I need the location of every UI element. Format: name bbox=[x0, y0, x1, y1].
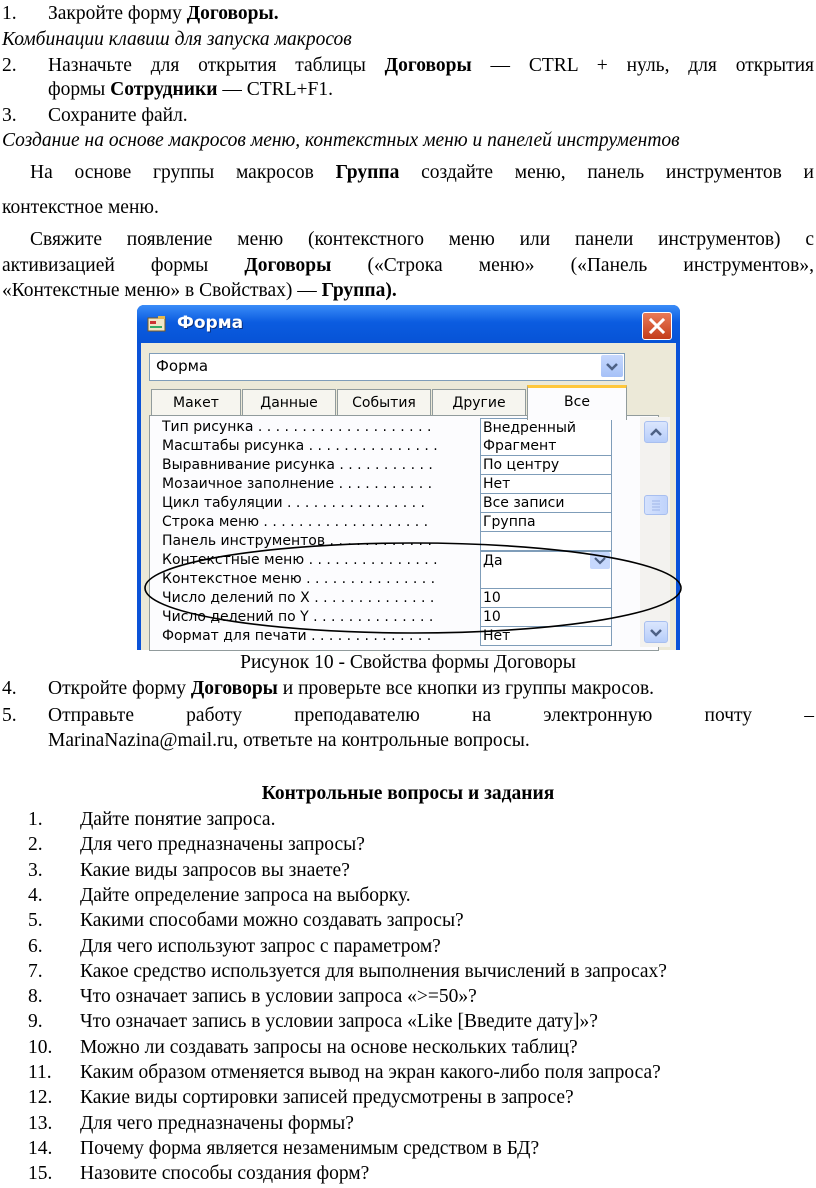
property-name: Строка меню . . . . . . . . . . . . . . . . . . . bbox=[162, 514, 429, 530]
property-name: Число делений по Y . . . . . . . . . . . . . . bbox=[162, 609, 434, 625]
question-number: 1. bbox=[28, 809, 43, 830]
step-1-text: Закройте форму Договоры. bbox=[48, 3, 279, 24]
property-name: Панель инструментов . . . . . . . . . . . . bbox=[162, 533, 432, 549]
property-name: Контекстные меню . . . . . . . . . . . . . . . bbox=[162, 552, 438, 568]
property-value[interactable]: Нет bbox=[480, 475, 612, 494]
question-number: 4. bbox=[28, 885, 43, 906]
question-number: 9. bbox=[28, 1011, 43, 1032]
questions-heading: Контрольные вопросы и задания bbox=[261, 783, 555, 804]
tab-all[interactable]: Все bbox=[527, 385, 627, 420]
combo-value: Форма bbox=[156, 357, 209, 375]
italic-heading-shortcuts: Комбинации клавиш для запуска макросов bbox=[2, 29, 352, 50]
grip-icon bbox=[645, 496, 667, 514]
highlight-ellipse bbox=[143, 541, 683, 636]
question-number: 5. bbox=[28, 910, 43, 931]
para1-line1: На основе группы макросов Группа создайте меню, панель инструментов и bbox=[30, 162, 814, 183]
step-2-line1: Назначьте для открытия таблицы Договоры — CTRL + нуль, для открытия bbox=[48, 55, 814, 76]
property-name: Тип рисунка . . . . . . . . . . . . . . . . . . . . bbox=[162, 419, 432, 435]
question-number: 6. bbox=[28, 936, 43, 957]
combo-dropdown-button[interactable] bbox=[601, 355, 623, 377]
chevron-down-icon bbox=[601, 355, 623, 377]
step-3-number: 3. bbox=[2, 105, 17, 126]
property-name: Формат для печати . . . . . . . . . . . . . . bbox=[162, 628, 432, 644]
step-2-number: 2. bbox=[2, 55, 17, 76]
property-row[interactable] bbox=[150, 418, 650, 437]
property-row[interactable] bbox=[150, 513, 650, 532]
chevron-up-icon bbox=[645, 422, 667, 442]
property-row[interactable] bbox=[150, 494, 650, 513]
property-row[interactable] bbox=[150, 475, 650, 494]
property-name: Цикл табуляции . . . . . . . . . . . . . . . . bbox=[162, 495, 425, 511]
step-2-line2: формы Сотрудники — CTRL+F1. bbox=[48, 79, 334, 100]
property-value: Да bbox=[483, 553, 503, 569]
question-number: 7. bbox=[28, 961, 43, 982]
figure-caption: Рисунок 10 - Свойства формы Договоры bbox=[240, 652, 576, 673]
tab-events[interactable]: События bbox=[337, 389, 431, 416]
para2-line2: активизацией формы Договоры («Строка меню» («Панель инструментов», bbox=[2, 255, 814, 276]
question-number: 11. bbox=[28, 1062, 52, 1083]
scroll-up-button[interactable] bbox=[644, 421, 668, 443]
property-row[interactable] bbox=[150, 456, 650, 475]
close-icon bbox=[643, 313, 671, 339]
question-number: 15. bbox=[28, 1163, 53, 1184]
property-name: Число делений по X . . . . . . . . . . . . . . bbox=[162, 590, 435, 606]
step-4-number: 4. bbox=[2, 678, 17, 699]
question-text: Какое средство используется для выполнения вычислений в запросах? bbox=[80, 961, 667, 982]
question-number: 14. bbox=[28, 1138, 53, 1159]
question-text: Почему форма является незаменимым средством в БД? bbox=[80, 1138, 540, 1159]
property-name: Мозаичное заполнение . . . . . . . . . . . bbox=[162, 476, 433, 492]
question-number: 10. bbox=[28, 1037, 53, 1058]
question-text: Назовите способы создания форм? bbox=[80, 1163, 370, 1184]
question-text: Какие виды сортировки записей предусмотрены в запросе? bbox=[80, 1087, 574, 1108]
question-number: 3. bbox=[28, 860, 43, 881]
question-text: Можно ли создавать запросы на основе нескольких таблиц? bbox=[80, 1037, 578, 1058]
form-icon bbox=[147, 315, 167, 332]
property-value[interactable]: Все записи bbox=[480, 494, 612, 513]
tab-other[interactable]: Другие bbox=[432, 389, 526, 416]
property-value[interactable]: Группа bbox=[480, 513, 612, 532]
property-value[interactable]: По центру bbox=[480, 456, 612, 475]
question-text: Каким образом отменяется вывод на экран какого-либо поля запроса? bbox=[80, 1062, 661, 1083]
question-text: Какими способами можно создавать запросы? bbox=[80, 910, 464, 931]
tab-layout[interactable]: Макет bbox=[151, 389, 241, 416]
step-3-text: Сохраните файл. bbox=[48, 105, 188, 126]
tab-data[interactable]: Данные bbox=[242, 389, 336, 416]
property-value[interactable]: Фрагмент bbox=[480, 437, 612, 456]
property-value[interactable]: 10 bbox=[480, 589, 612, 608]
step-5-line2: MarinaNazina@mail.ru, ответьте на контрольные вопросы. bbox=[48, 730, 530, 751]
question-number: 12. bbox=[28, 1087, 53, 1108]
question-text: Какие виды запросов вы знаете? bbox=[80, 860, 350, 881]
property-name: Контекстное меню . . . . . . . . . . . . . . . bbox=[162, 571, 436, 587]
step-5-line1: Отправьте работу преподавателю на электронную почту – bbox=[48, 705, 814, 726]
step-4-text: Откройте форму Договоры и проверьте все кнопки из группы макросов. bbox=[48, 678, 655, 699]
property-value[interactable]: Внедренный bbox=[480, 418, 612, 438]
question-number: 2. bbox=[28, 834, 43, 855]
question-text: Что означает запись в условии запроса «>=50»? bbox=[80, 986, 477, 1007]
question-number: 13. bbox=[28, 1113, 53, 1134]
step-5-number: 5. bbox=[2, 705, 17, 726]
question-text: Дайте понятие запроса. bbox=[80, 809, 276, 830]
question-text: Для чего предназначены запросы? bbox=[80, 834, 365, 855]
question-text: Для чего используют запрос с параметром? bbox=[80, 936, 441, 957]
scroll-thumb[interactable] bbox=[644, 495, 668, 515]
question-text: Что означает запись в условии запроса «Like [Введите дату]»? bbox=[80, 1011, 598, 1032]
para1-line2: контекстное меню. bbox=[2, 197, 159, 218]
property-row[interactable] bbox=[150, 437, 650, 456]
property-value[interactable]: Нет bbox=[480, 627, 612, 646]
property-name: Выравнивание рисунка . . . . . . . . . . . bbox=[162, 457, 433, 473]
property-value[interactable]: 10 bbox=[480, 608, 612, 627]
para2-line3: «Контекстные меню» в Свойствах) — Группа). bbox=[2, 280, 397, 301]
question-text: Для чего предназначены формы? bbox=[80, 1113, 354, 1134]
italic-heading-menus: Создание на основе макросов меню, контекстных меню и панелей инструментов bbox=[2, 130, 680, 151]
question-text: Дайте определение запроса на выборку. bbox=[80, 885, 411, 906]
close-button[interactable] bbox=[642, 312, 672, 340]
title-bar[interactable] bbox=[137, 305, 680, 343]
property-name: Масштабы рисунка . . . . . . . . . . . . . . . bbox=[162, 438, 438, 454]
para2-line1: Свяжите появление меню (контекстного меню или панели инструментов) с bbox=[30, 229, 814, 250]
question-number: 8. bbox=[28, 986, 43, 1007]
window-title: Форма bbox=[177, 313, 244, 333]
step-1-number: 1. bbox=[2, 3, 17, 24]
object-selector-combo[interactable] bbox=[149, 353, 625, 381]
